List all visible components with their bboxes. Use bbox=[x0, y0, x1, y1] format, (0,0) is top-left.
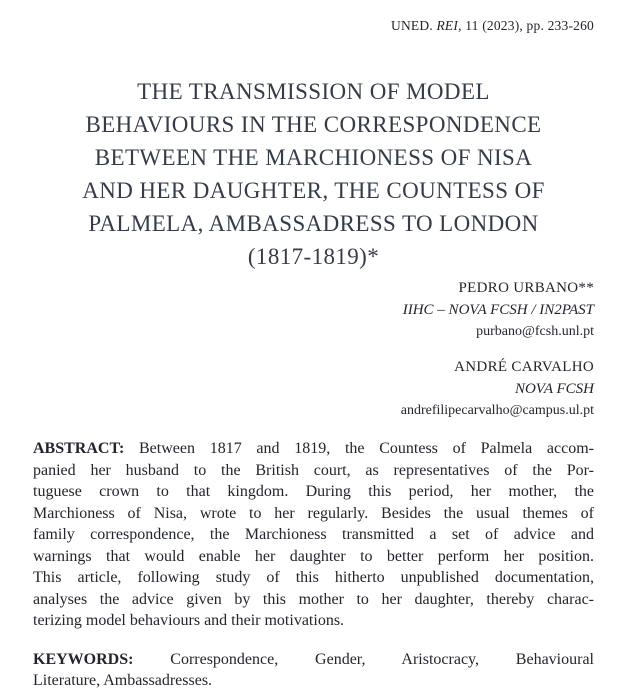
abstract-text: Between 1817 and 1819, the Countess of Palmela accom- bbox=[139, 440, 594, 457]
abstract-line: warnings that would enable her daughter to better perform her position. bbox=[33, 547, 594, 565]
title-line: AND HER DAUGHTER, THE COUNTESS OF bbox=[82, 178, 545, 203]
author-name: PEDRO URBANO** bbox=[458, 280, 594, 296]
author bbox=[33, 277, 594, 343]
abstract-line: family correspondence, the Marchioness transmitted a set of advice and bbox=[33, 526, 594, 543]
abstract-label: ABSTRACT: bbox=[33, 440, 125, 457]
title-line: BEHAVIOURS IN THE CORRESPONDENCE bbox=[85, 112, 542, 137]
keywords-text: Correspondence, Gender, Aristocracy, Behavioural bbox=[170, 650, 595, 668]
abstract-line: analyses the advice given by this mother to her daughter, thereby charac- bbox=[33, 590, 594, 608]
abstract bbox=[33, 438, 594, 632]
author-email: andrefilipecarvalho@campus.ul.pt bbox=[400, 403, 594, 418]
running-head bbox=[33, 0, 594, 35]
author-email: purbano@fcsh.unl.pt bbox=[476, 324, 594, 339]
abstract-line: This article, following study of this hitherto unpublished documentation, bbox=[33, 569, 594, 586]
journal-name: UNED. bbox=[391, 18, 437, 33]
abstract-line: tuguese crown to that kingdom. During this period, her mother, the bbox=[33, 483, 594, 500]
title-line: PALMELA, AMBASSADRESS TO LONDON bbox=[88, 211, 539, 236]
title-line: THE TRANSMISSION OF MODEL bbox=[137, 79, 490, 104]
abstract-line bbox=[33, 438, 594, 460]
author bbox=[33, 356, 594, 422]
author-name: ANDRÉ CARVALHO bbox=[454, 359, 594, 375]
abstract-line: Marchioness of Nisa, wrote to her regularly. Besides the usual themes of bbox=[33, 504, 594, 522]
author-affiliation: NOVA FCSH bbox=[514, 381, 594, 397]
issue-pages: , 11 (2023), pp. 233-260 bbox=[458, 18, 594, 33]
keywords-line: Literature, Ambassadresses. bbox=[33, 672, 213, 689]
title-line: BETWEEN THE MARCHIONESS OF NISA bbox=[94, 145, 533, 170]
author-affiliation: IIHC – NOVA FCSH / IN2PAST bbox=[402, 302, 594, 318]
author-block bbox=[33, 277, 594, 422]
journal-abbrev: REI bbox=[436, 18, 459, 33]
title-line: (1817-1819)* bbox=[247, 244, 380, 269]
keywords bbox=[33, 649, 594, 692]
abstract-line: panied her husband to the British court, as representatives of the Por- bbox=[33, 461, 594, 479]
keywords-label: KEYWORDS: bbox=[33, 650, 134, 668]
abstract-line: terizing model behaviours and their motivations. bbox=[33, 612, 345, 629]
article-title bbox=[33, 75, 594, 273]
keywords-line bbox=[33, 649, 594, 671]
